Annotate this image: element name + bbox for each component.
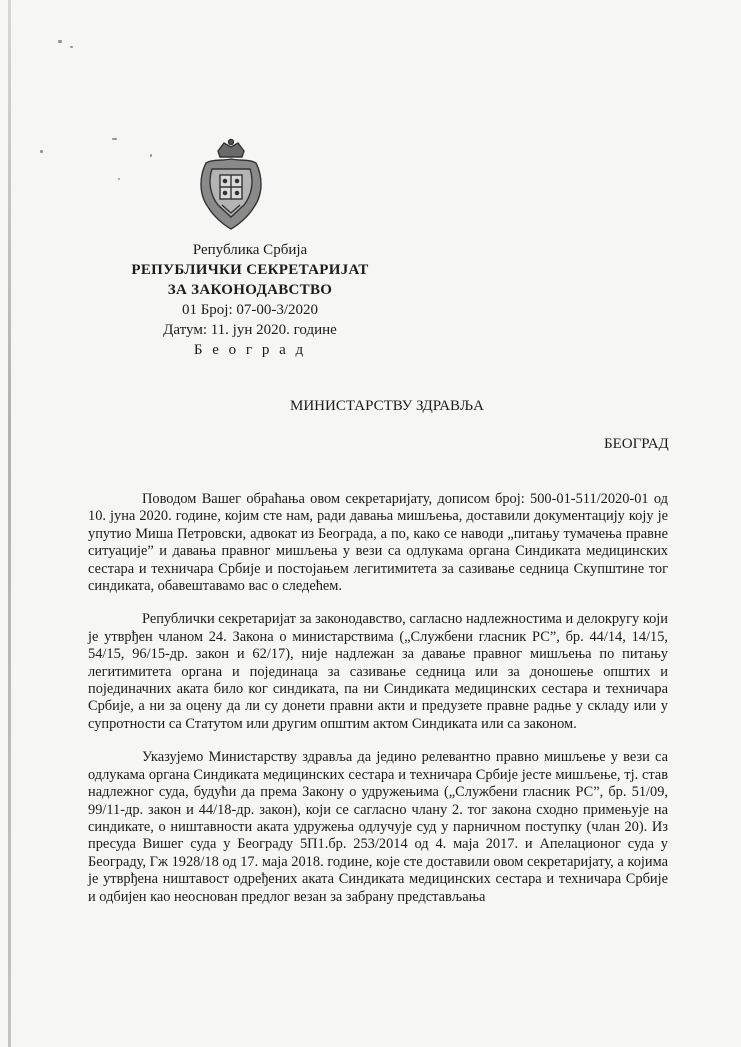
country-name: Република Србија xyxy=(192,242,308,258)
recipient-city: БЕОГРАД xyxy=(604,436,669,452)
scan-speck xyxy=(112,138,117,140)
coat-of-arms-serbia-icon xyxy=(194,137,268,231)
paragraph: Републички секретаријат за законодавство, сагласно надлежностима и делокругу који је утврђен чланом 24. Закона о министарствима („Службени гласник РС”, бр. 44/14, 14/15, 54/15, 96/15-др. закон и 62/17), није надлежан за давање правног мишљења по питању легитимитета органа и појединаца за сазивање седница или за доношење општих и појединачних аката било ког синдиката, па ни Синдиката медицинских сестара и техничара Србије, а ни за оцену да ли су донети правни акти и предузете правне радње у складу или у супротности са Статутом или другим општим актом Синдиката или са законом. xyxy=(88,611,668,732)
scan-speck xyxy=(58,40,62,43)
header-city: Б е о г р а д xyxy=(193,342,307,358)
institution-name: РЕПУБЛИЧКИ СЕКРЕТАРИЈАТ xyxy=(131,262,369,278)
document-number: 01 Број: 07-00-3/2020 xyxy=(181,302,319,318)
document-date: Датум: 11. јун 2020. године xyxy=(163,322,337,338)
scan-speck xyxy=(150,154,152,157)
letter-body xyxy=(88,491,668,922)
scan-speck xyxy=(70,46,73,48)
scan-speck xyxy=(118,178,120,180)
paragraph: Указујемо Министарству здравља да једино релевантно правно мишљење у вези са одлукама органа Синдиката медицинских сестара и техничара Србије јесте мишљење, тј. став надлежног суда, будући да према Закону о удружењима („Службени гласник РС”, бр. 51/09, 99/11-др. закон и 44/18-др. закон), који се сагласно члану 2. тог закона сходно примењује на синдикате, о ништавности аката удружења одлучује суд у парничном поступку (члан 20). Из пресуда Вишег суда у Београду 5П1.бр. 253/2014 од 4. маја 2017. и Апелационог суда у Београду, Гж 1928/18 од 17. маја 2018. године, које сте доставили овом секретаријату, а којима је утврђена ништавост одређених аката Синдиката медицинских сестара и техничара Србије и одбијен као неоснован предлог везан за забрану представљања xyxy=(88,749,668,905)
letterhead xyxy=(100,240,400,360)
institution-name-line2: ЗА ЗАКОНОДАВСТВО xyxy=(167,282,333,298)
recipient-name: МИНИСТАРСТВУ ЗДРАВЉА xyxy=(290,398,484,414)
scan-edge xyxy=(8,0,11,1047)
paragraph: Поводом Вашег обраћања овом секретаријату, дописом број: 500-01-511/2020-01 од 10. јуна 2020. године, којим сте нам, ради давања мишљења, доставили документацију коју је упутио Миша Петровски, адвокат из Београда, а по, како се наводи „питању тумачења правне ситуације” и давања правног мишљења у вези са одлукама органа Синдиката медицинских сестара и техничара Србије и постојањем легитимитета за сазивање седница Скупштине тог синдиката, обавештавамо вас о следећем. xyxy=(88,491,668,595)
scan-speck xyxy=(40,150,43,153)
